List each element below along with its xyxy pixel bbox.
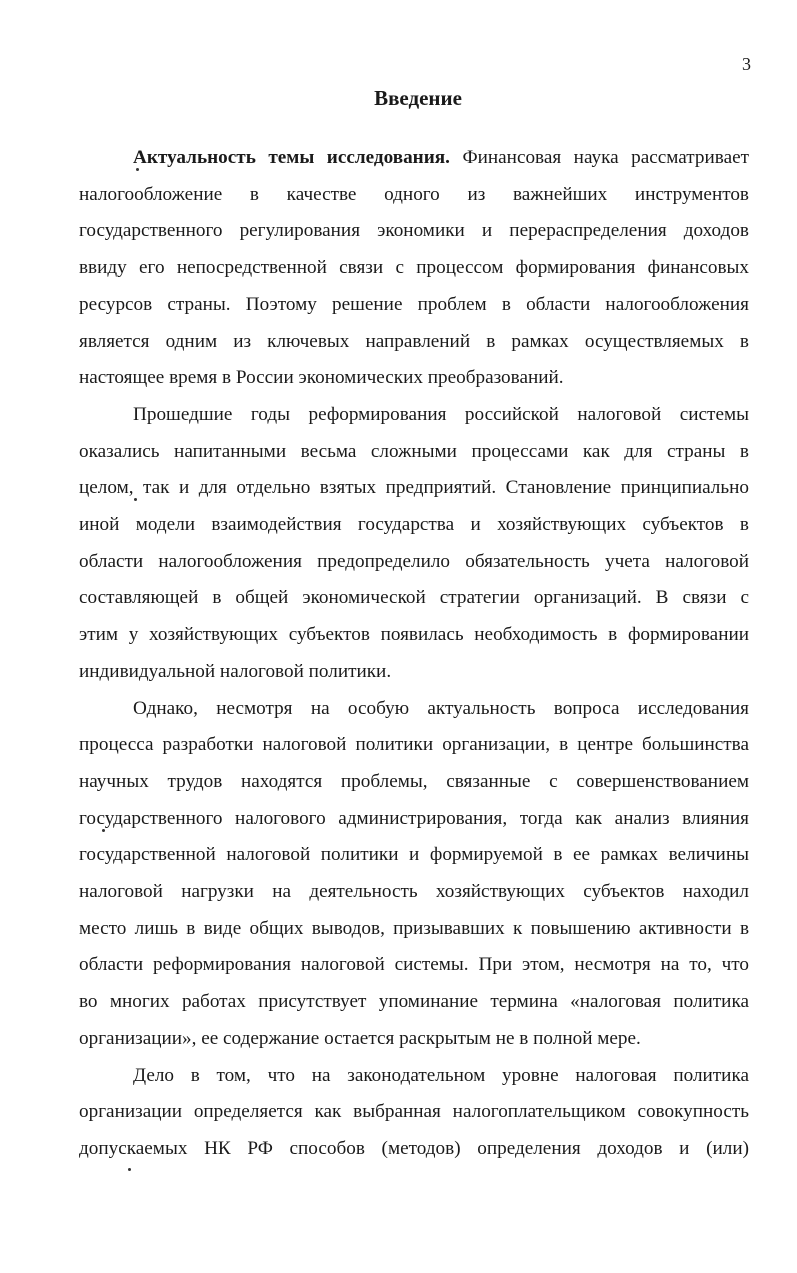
- text-line: является одним из ключевых направлений в рамках осуществляемых в: [79, 330, 749, 352]
- paragraph-3: [79, 691, 749, 1058]
- text-line: целом, так и для отдельно взятых предприятий. Становление принципиально: [79, 477, 749, 499]
- text-line: допускаемых НК РФ способов (методов) определения доходов и (или): [79, 1137, 749, 1159]
- text-line: ввиду его непосредственной связи с процессом формирования финансовых: [79, 257, 749, 279]
- page-title: Введение: [374, 86, 462, 110]
- text-line: настоящее время в России экономических преобразований.: [79, 367, 564, 389]
- text-line: государственного налогового администрирования, тогда как анализ влияния: [79, 807, 749, 829]
- text-line: иной модели взаимодействия государства и хозяйствующих субъектов в: [79, 514, 749, 536]
- paragraph-1: [79, 140, 749, 397]
- scan-speck: [134, 498, 137, 501]
- paragraph-2: [79, 397, 749, 691]
- text-line: Прошедшие годы реформирования российской налоговой системы: [133, 403, 749, 425]
- scan-speck: [128, 1168, 131, 1171]
- text-line: Однако, несмотря на особую актуальность вопроса исследования: [133, 697, 749, 719]
- text-line: организации», ее содержание остается раскрытым не в полной мере.: [79, 1027, 641, 1049]
- text-line: процесса разработки налоговой политики организации, в центре большинства: [79, 734, 749, 756]
- text-line: оказались напитанными весьма сложными процессами как для страны в: [79, 440, 749, 462]
- text-line: научных трудов находятся проблемы, связанные с совершенствованием: [79, 770, 749, 792]
- text-line: налогообложение в качестве одного из важнейших инструментов: [79, 183, 749, 205]
- text-line: [79, 140, 749, 177]
- document-body: [79, 140, 749, 1168]
- scan-speck: [136, 168, 139, 171]
- text-line: место лишь в виде общих выводов, призывавших к повышению активности в: [79, 917, 749, 939]
- text-line: во многих работах присутствует упоминание термина «налоговая политика: [79, 991, 749, 1013]
- text-line: этим у хозяйствующих субъектов появилась необходимость в формировании: [79, 624, 749, 646]
- text-line: области реформирования налоговой системы. При этом, несмотря на то, что: [79, 954, 749, 976]
- text-line: налоговой нагрузки на деятельность хозяйствующих субъектов находил: [79, 881, 749, 903]
- scan-speck: [102, 829, 105, 832]
- text-line: государственной налоговой политики и формируемой в ее рамках величины: [79, 844, 749, 866]
- text-line: составляющей в общей экономической стратегии организаций. В связи с: [79, 587, 749, 609]
- text-line: области налогообложения предопределило обязательность учета налоговой: [79, 550, 749, 572]
- paragraph-4: [79, 1058, 749, 1168]
- text-line: индивидуальной налоговой политики.: [79, 660, 392, 682]
- text-line: государственного регулирования экономики и перераспределения доходов: [79, 220, 749, 242]
- lead-phrase: Актуальность темы исследования.: [133, 147, 450, 168]
- text-fragment: Финансовая наука рассматривает: [449, 147, 749, 168]
- page-number: 3: [742, 54, 751, 74]
- text-line: организации определяется как выбранная налогоплательщиком совокупность: [79, 1101, 749, 1123]
- text-line: Дело в том, что на законодательном уровне налоговая политика: [133, 1064, 749, 1086]
- text-line: ресурсов страны. Поэтому решение проблем в области налогообложения: [79, 293, 749, 315]
